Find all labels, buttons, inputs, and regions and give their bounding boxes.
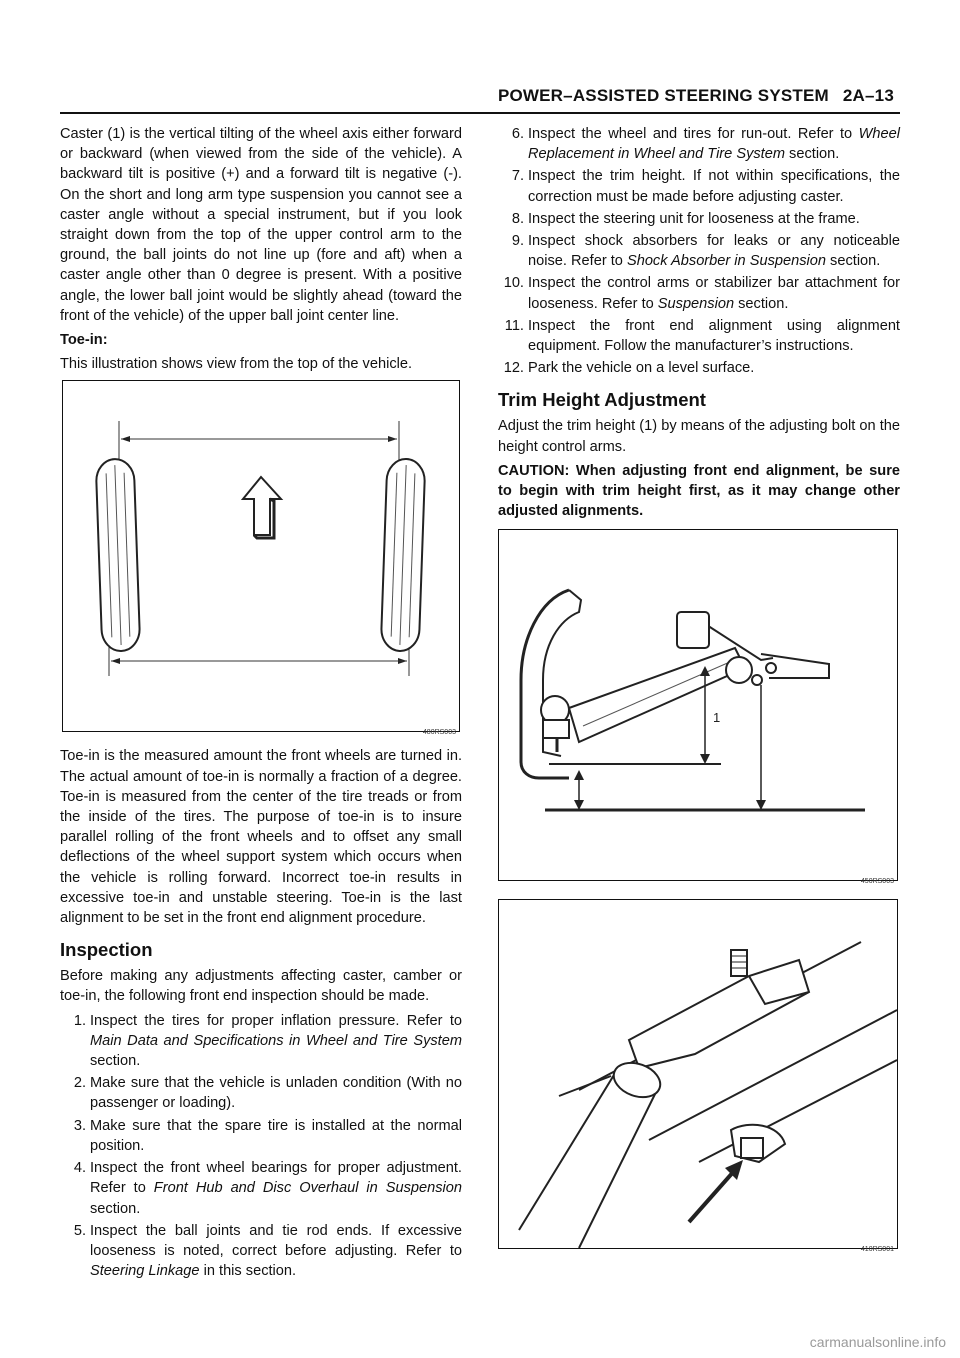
watermark-text: carmanualsonline.info bbox=[809, 1334, 946, 1350]
toe-in-illustration bbox=[63, 381, 459, 731]
header-rule bbox=[60, 112, 900, 114]
trim-height-paragraph: Adjust the trim height (1) by means of the adjusting bolt on the height control arms. bbox=[498, 418, 900, 455]
right-column bbox=[498, 124, 900, 1254]
figure-code: 480RS003 bbox=[422, 729, 456, 737]
list-item: 7. Inspect the trim height. If not within specifications, the correction must be made before adjusting caster. bbox=[511, 168, 900, 205]
toe-in-paragraph: Toe-in is the measured amount the front wheels are turned in. The actual amount of toe-in is normally a fraction of a degree. Toe-in is measured from the center of the tire treads or from the inside of the tires. The purpose of toe-in is to insure parallel rolling of the front wheels and to offset any small deflections of the wheel support system which occurs when the vehicle is rolling forward. Incorrect toe-in results in excessive toe-in and unstable steering. Toe-in is the last alignment to be set in the front end alignment procedure. bbox=[60, 748, 462, 927]
list-item: 2. Make sure that the vehicle is unladen condition (With no passenger or loading). bbox=[73, 1075, 462, 1112]
cross-reference: Main Data and Specifications in Wheel and Tire System bbox=[90, 1032, 462, 1049]
caution-text: CAUTION: When adjusting front end alignment, be sure to begin with trim height first, as it may change other adjusted alignments. bbox=[498, 462, 900, 520]
page-header bbox=[498, 86, 894, 112]
left-column bbox=[60, 124, 462, 1283]
inspection-list-right bbox=[498, 124, 900, 378]
cross-reference: Suspension bbox=[657, 295, 735, 312]
list-item: 9. Inspect shock absorbers for leaks or any noticeable noise. Refer to Shock Absorber in Suspension section. bbox=[511, 233, 900, 270]
list-item: 12. Park the vehicle on a level surface. bbox=[503, 360, 755, 377]
cross-reference: Steering Linkage bbox=[90, 1263, 200, 1280]
list-item: 8. Inspect the steering unit for looseness at the frame. bbox=[511, 210, 860, 227]
inspection-intro: Before making any adjustments affecting caster, camber or toe-in, the following front end inspection should be made. bbox=[60, 968, 462, 1005]
figure-code: 450RS003 bbox=[860, 878, 894, 886]
inspection-heading: Inspection bbox=[60, 939, 153, 961]
callout-label: 1 bbox=[713, 710, 721, 726]
trim-height-heading: Trim Height Adjustment bbox=[498, 389, 706, 411]
trim-height-figure bbox=[498, 529, 898, 886]
cross-reference: Front Hub and Disc Overhaul in Suspension bbox=[153, 1180, 462, 1197]
cross-reference: Wheel Replacement in Wheel and Tire System bbox=[528, 126, 900, 163]
toe-in-intro: This illustration shows view from the top of the vehicle. bbox=[60, 356, 413, 373]
adjusting-bolt-illustration bbox=[499, 900, 897, 1248]
list-item: 11. Inspect the front end alignment using alignment equipment. Follow the manufacturer’s instructions. bbox=[504, 317, 900, 355]
toe-in-heading: Toe-in: bbox=[60, 332, 108, 349]
list-item: 3. Make sure that the spare tire is installed at the normal position. bbox=[73, 1117, 462, 1154]
figure-code: 410RS001 bbox=[860, 1246, 894, 1254]
page-number: 2A–13 bbox=[842, 86, 894, 105]
caster-paragraph: Caster (1) is the vertical tilting of the wheel axis either forward or backward (when viewed from the side of the vehicle). A backward tilt is positive (+) and a forward tilt is negative (-). On the short and long arm type suspension you cannot see a caster angle without a special instrument, but if you look straight down from the top of the upper control arm to the ground, the ball joints do not line up (fore and aft) when a caster angle other than 0 degree is present. With a positive angle, the lower ball joint would be slightly ahead (toward the front of the vehicle) of the upper ball joint center line. bbox=[60, 126, 462, 324]
list-item: 1. Inspect the tires for proper inflation pressure. Refer to Main Data and Specifications in Wheel and Tire System section. bbox=[73, 1012, 462, 1070]
toe-in-figure bbox=[62, 380, 460, 737]
cross-reference: Shock Absorber in Suspension bbox=[626, 253, 826, 270]
adjusting-bolt-figure bbox=[498, 899, 898, 1254]
section-title: POWER–ASSISTED STEERING SYSTEM bbox=[497, 86, 829, 105]
list-item: 5. Inspect the ball joints and tie rod ends. If excessive looseness is noted, correct before adjusting. Refer to Steering Linkage in this section. bbox=[73, 1222, 462, 1280]
trim-height-illustration bbox=[499, 530, 897, 880]
inspection-list-left bbox=[60, 1011, 462, 1282]
list-item: 10. Inspect the control arms or stabilizer bar attachment for looseness. Refer to Suspension section. bbox=[503, 275, 900, 312]
list-item: 4. Inspect the front wheel bearings for proper adjustment. Refer to Front Hub and Disc Overhaul in Suspension section. bbox=[73, 1160, 462, 1217]
list-item: 6. Inspect the wheel and tires for run-out. Refer to Wheel Replacement in Wheel and Tire System section. bbox=[511, 126, 900, 163]
